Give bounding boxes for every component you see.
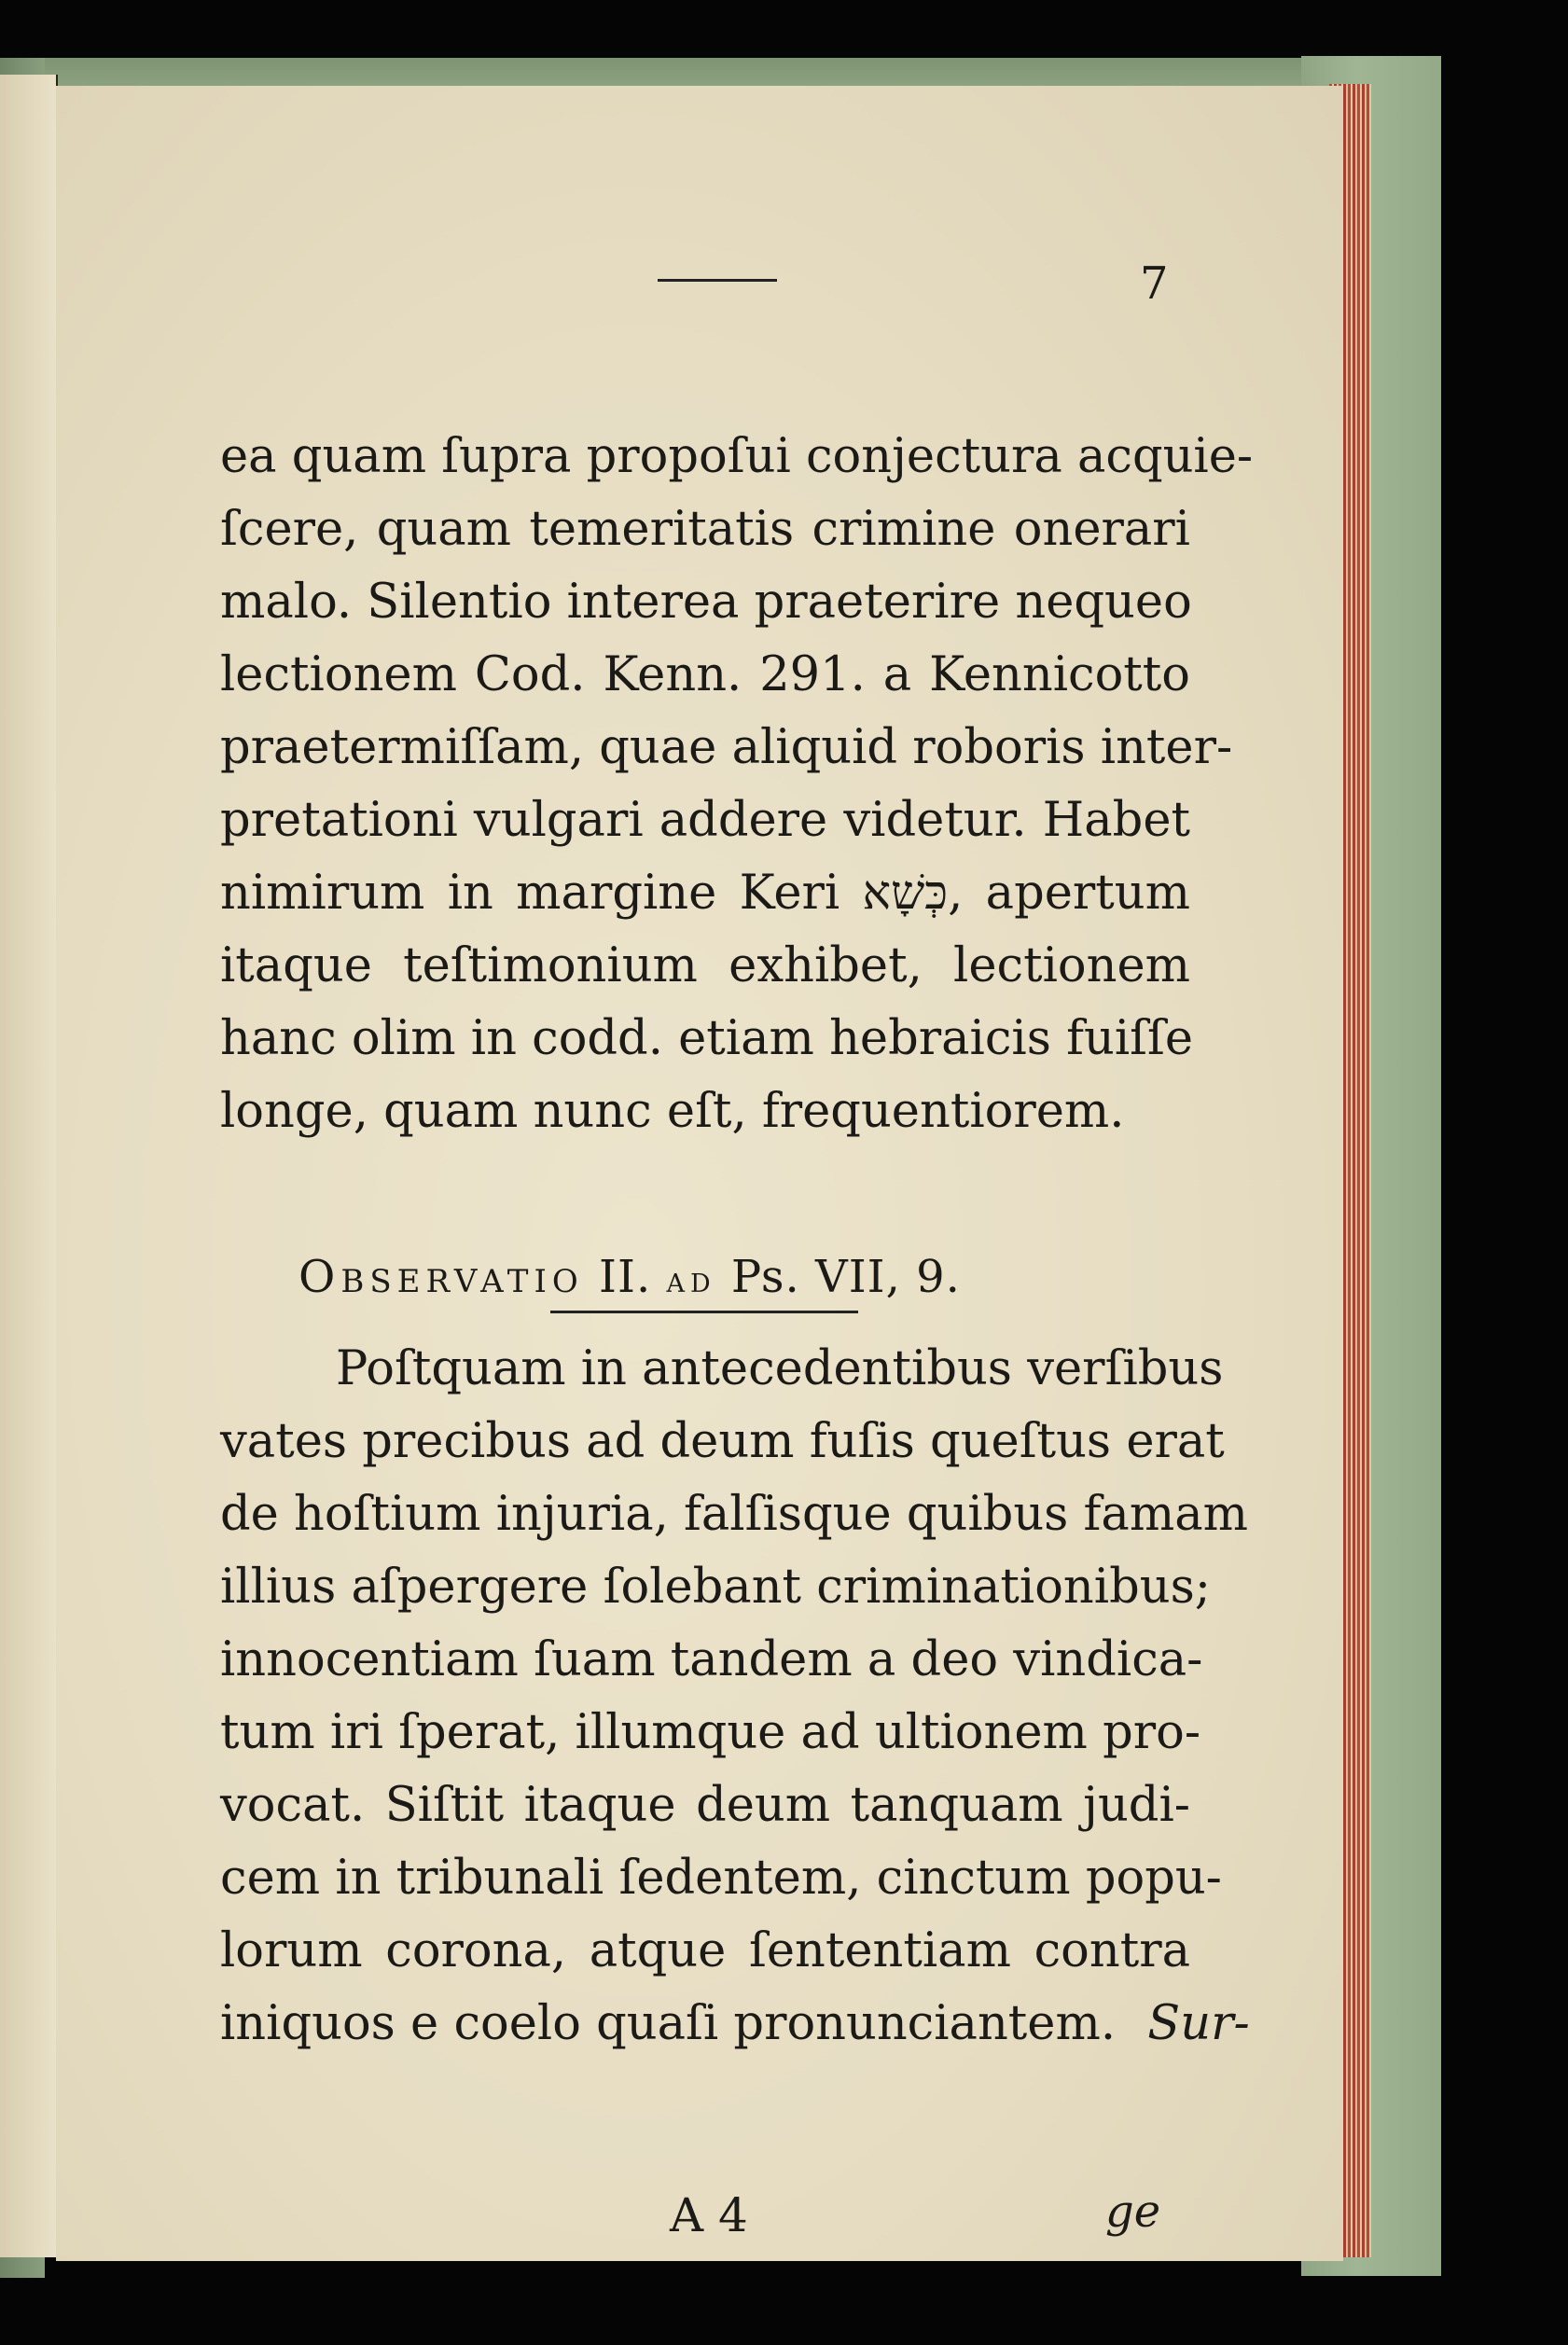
text-line: innocentiam ſuam tandem a deo vindica- bbox=[220, 1632, 1203, 1687]
heading-observatio: Observatio bbox=[298, 1251, 584, 1303]
text-line: vates precibus ad deum fuſis queſtus erat bbox=[220, 1414, 1225, 1469]
book-page bbox=[56, 86, 1343, 2261]
text-line: itaque teſtimonium exhibet, lectionem bbox=[220, 938, 1190, 993]
signature-mark: A 4 bbox=[670, 2188, 748, 2242]
heading-reference: Ps. VII, 9. bbox=[715, 1251, 961, 1303]
text-line: de hoſtium injuria, falſisque quibus famam bbox=[220, 1487, 1248, 1542]
text-line: pretationi vulgari addere videtur. Habet bbox=[220, 793, 1190, 848]
catchword: ge bbox=[1105, 2185, 1161, 2238]
heading-ad: ad bbox=[666, 1259, 716, 1300]
text-line: malo. Silentio interea praeterire nequeo bbox=[220, 575, 1192, 630]
text-line: lectionem Cod. Kenn. 291. a Kennicotto bbox=[220, 647, 1190, 702]
text-line: tum iri ſperat, illumque ad ultionem pro- bbox=[220, 1705, 1201, 1760]
text-line: vocat. Siſtit itaque deum tanquam judi- bbox=[220, 1778, 1190, 1833]
text-line: longe, quam nunc eſt, frequentiorem. bbox=[220, 1084, 1125, 1139]
text-line: nimirum in margine Keri כְּשָׁא, apertum bbox=[220, 866, 1190, 921]
page-text bbox=[56, 86, 1343, 2261]
text-line: ſcere, quam temeritatis crimine onerari bbox=[220, 502, 1190, 557]
text-line: illius aſpergere ſolebant criminationibus; bbox=[220, 1560, 1211, 1615]
header-rule bbox=[658, 279, 777, 282]
text-line: Poſtquam in antecedentibus verſibus bbox=[336, 1341, 1224, 1396]
text-line: praetermiſſam, quae aliquid roboris inter- bbox=[220, 720, 1233, 775]
facing-page-edge bbox=[0, 75, 58, 2257]
text-line: cem in tribunali ſedentem, cinctum popu- bbox=[220, 1851, 1222, 1906]
heading-rule bbox=[550, 1311, 858, 1313]
text-line: lorum corona, atque ſententiam contra bbox=[220, 1923, 1190, 1978]
text-line: hanc olim in codd. etiam hebraicis fuiſſe bbox=[220, 1011, 1194, 1066]
text-line-body: iniquos e coelo quaſi pronunciantem. bbox=[220, 1996, 1117, 2051]
text-line-italic-tail: Sur- bbox=[1147, 1996, 1250, 2051]
text-line: ea quam ſupra propoſui conjectura acquie- bbox=[220, 429, 1254, 484]
page-number: 7 bbox=[1140, 257, 1169, 310]
section-heading bbox=[298, 1251, 1213, 1303]
text-line bbox=[220, 1996, 1250, 2051]
heading-number: II. bbox=[583, 1251, 667, 1303]
